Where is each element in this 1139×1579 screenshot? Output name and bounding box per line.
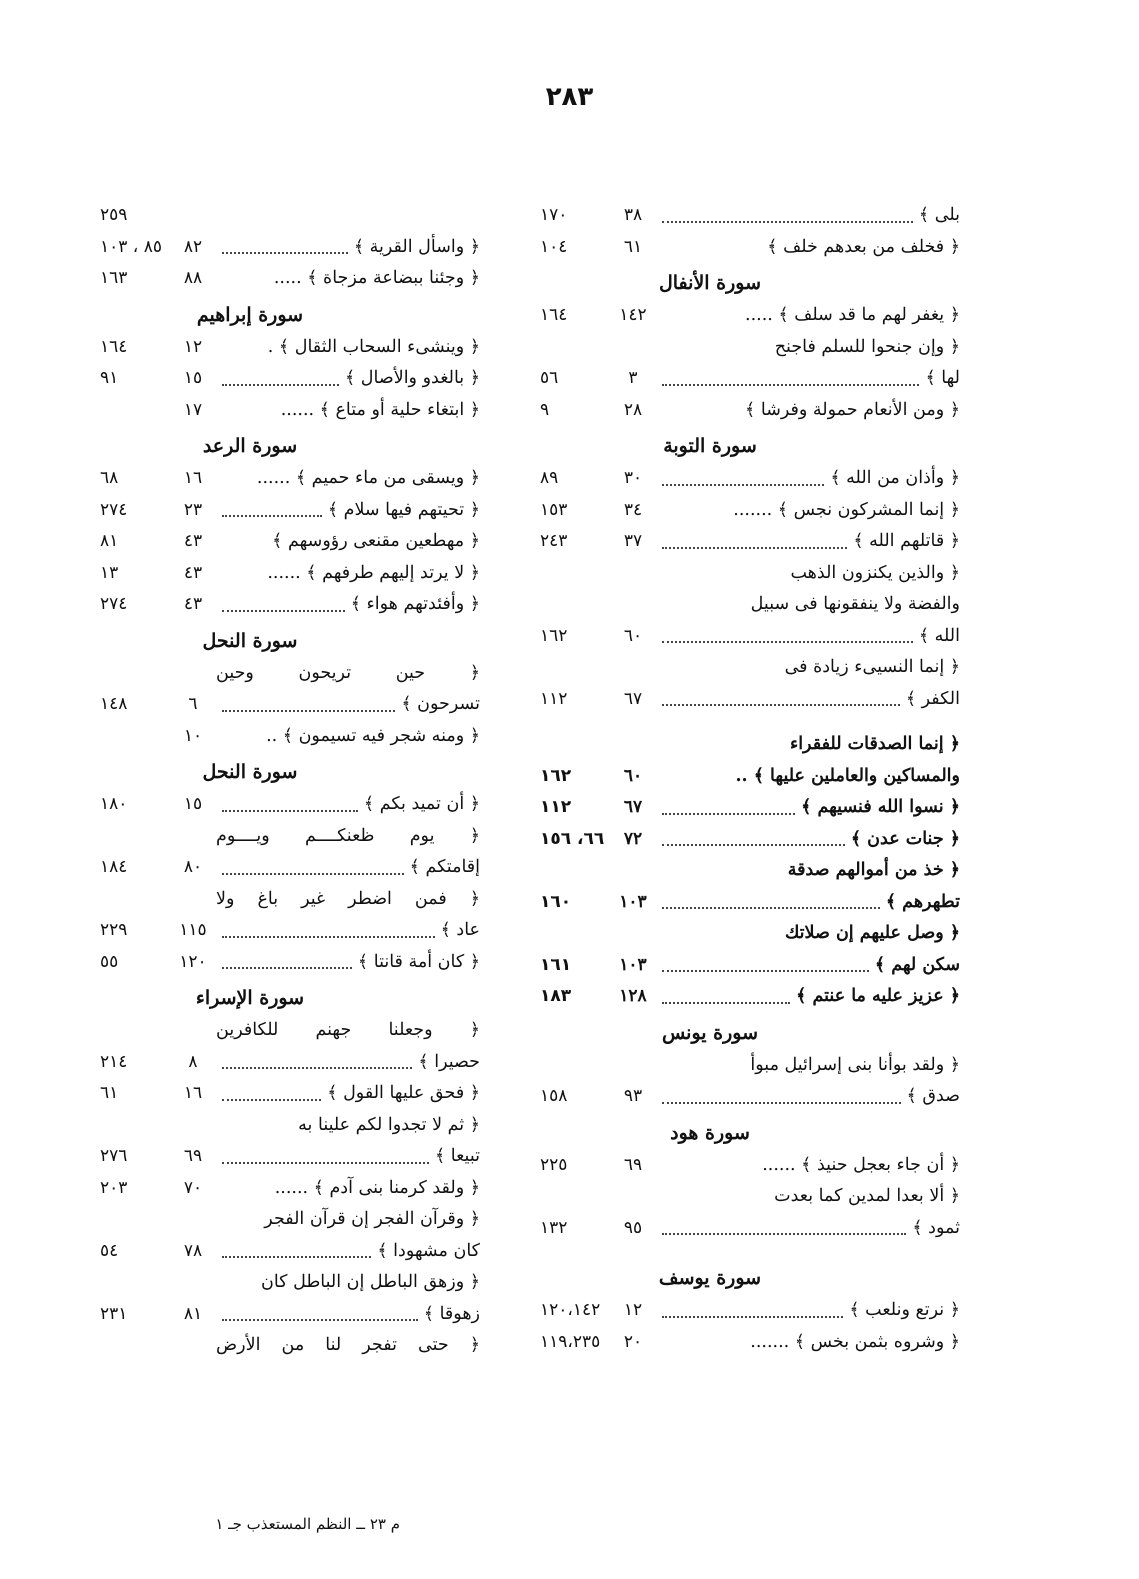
index-entry [100,200,480,232]
dot-leader [662,221,913,223]
verse-number: ٨٨ [183,268,203,288]
verse-text: تطهرهم ﴾ [885,891,960,912]
surah-heading: سورة التوبة [663,435,757,457]
verse-text: ﴿ ومن الأنعام حمولة وفرشا ﴾ [745,399,960,420]
verse-text: ﴿ جنات عدن ﴾ [850,828,960,849]
page-reference: ٨٩ [540,468,559,488]
index-entry [540,918,960,950]
verse-text: ﴿ وجئنا ببضاعة مزجاة ﴾ ..... [273,268,480,288]
dot-leader [222,515,322,517]
page-number: ٢٨٣ [545,82,594,112]
index-entry [540,652,960,684]
page-reference: ١٣ [100,562,119,583]
verse-number: ١٦ [183,468,203,488]
verse-text: عاد ﴾ [440,920,480,940]
verse-number: ٦٧ [623,688,643,709]
verse-text: ﴿ فمن اضطر غير باغ ولا [216,888,480,909]
index-entry [540,1150,960,1182]
dot-leader [662,813,795,815]
verse-number: ٧٢ [623,828,643,849]
index-entry [540,463,960,495]
index-entry [100,721,480,753]
verse-number: ٦٩ [623,1154,643,1175]
dot-leader [222,710,395,712]
page-reference: ٩ [540,399,550,420]
dot-leader [662,907,880,909]
page-reference: ٢١٤ [100,1051,128,1072]
verse-text: ﴿ قاتلهم الله ﴾ [853,531,960,551]
index-entry [540,363,960,395]
index-entry [540,1295,960,1327]
index-entry [540,1050,960,1082]
index-entry [100,1047,480,1079]
dot-leader [662,1002,790,1004]
index-entry [100,915,480,947]
index-entry [100,852,480,884]
index-entry [540,558,960,590]
index-entry [100,947,480,979]
index-entry [100,589,480,621]
dot-leader [222,1067,412,1069]
verse-text: ﴿ وشروه بثمن بخس ﴾ ....... [750,1331,960,1352]
index-entry [540,621,960,653]
verse-text: ﴿ ومنه شجر فيه تسيمون ﴾ .. [266,725,480,746]
page-reference: ٨١ [100,531,119,551]
verse-text: ﴿ إنما النسيىء زيادة فى [784,657,960,677]
verse-text: ﴿ ثم لا تجدوا لكم علينا به [298,1114,480,1135]
index-entry [540,200,960,232]
dot-leader [222,384,339,386]
dot-leader [662,704,900,706]
index-column-left [100,200,480,1362]
page-reference: ١٨٤ [100,857,128,877]
verse-text: كان مشهودا ﴾ [377,1240,480,1261]
index-entry [540,300,960,332]
page-reference: ٢٢٥ [540,1154,568,1175]
page-reference: ٨٥ ، ١٠٣ [100,236,162,257]
verse-text: ﴿ عزيز عليه ما عنتم ﴾ [796,986,960,1006]
page-reference: ١٥٨ [540,1086,568,1106]
index-entry [540,589,960,621]
index-entry [100,884,480,916]
dot-leader [222,936,435,938]
index-entry [540,526,960,558]
surah-heading: سورة النحل [202,629,298,652]
surah-heading: سورة النحل [202,761,298,783]
dot-leader [222,1256,371,1258]
verse-text: ﴿ خذ من أموالهم صدقة [787,860,960,880]
dot-leader [662,384,919,386]
index-entry [100,463,480,495]
verse-text: ﴿ وأفئدتهم هواء ﴾ [350,594,480,614]
page-reference: ١٦٢ [540,625,568,646]
index-column-right [540,200,960,1358]
index-entry [540,1327,960,1359]
verse-number: ٤٣ [183,594,203,614]
page-reference: ٥٦ [540,368,559,388]
verse-number: ١٢ [623,1300,643,1320]
index-entry [540,332,960,364]
page-reference: ١٨٣ [540,986,572,1006]
index-entry [540,792,960,824]
index-entry [100,821,480,853]
verse-number: ٤٣ [183,562,203,583]
index-entry [540,1213,960,1245]
verse-number: ١٠٣ [619,954,647,975]
index-entry [540,950,960,982]
verse-number: ١٤٢ [619,305,647,325]
dot-leader [662,1102,901,1104]
verse-number: ١٢٠ [179,951,207,972]
index-entry [100,1267,480,1299]
surah-heading: سورة إبراهيم [196,303,304,326]
verse-text: الكفر ﴾ [905,688,960,709]
verse-text: ﴿ فحق عليها القول ﴾ [327,1083,480,1103]
page-reference: ١٦٣ [100,268,128,288]
verse-text: ﴿ يغفر لهم ما قد سلف ﴾ ..... [745,305,960,325]
page-reference: ٥٤ [100,1240,119,1261]
page-reference: ٢٤٣ [540,531,568,551]
verse-number: ١٢ [183,336,203,357]
index-entry [540,684,960,716]
index-entry [540,1081,960,1113]
verse-number: ٩٣ [623,1086,643,1106]
verse-number: ٦ [188,694,198,714]
verse-text: بلى ﴾ [918,205,960,225]
index-entry [100,1236,480,1268]
page-reference: ٢٠٣ [100,1177,128,1198]
page-reference: ١٦٤ [540,305,568,325]
index-entry [540,1181,960,1213]
verse-text: ﴿ وجعلنا جهنم للكافرين [216,1020,480,1040]
verse-text: لها ﴾ [925,368,960,388]
page-footer: م ٢٣ ــ النظم المستعذب جـ ١ [215,1515,400,1533]
verse-text: ﴿ والذين يكنزون الذهب [790,562,960,583]
verse-number: ١٧ [183,399,203,420]
index-entry [540,495,960,527]
dot-leader [222,967,352,969]
page-reference: ١٧٠ [540,205,568,225]
page-reference: ١١٩،٢٣٥ [540,1331,601,1352]
page-reference: ٩١ [100,368,119,388]
verse-number: ٨٠ [183,857,203,877]
index-entry [100,1078,480,1110]
page-reference: ١٦٤ [100,336,128,357]
page-reference: ٢٧٤ [100,594,128,614]
verse-text: ﴿ ابتغاء حلية أو متاع ﴾ ...... [280,399,480,420]
verse-text: ﴿ إنما المشركون نجس ﴾ ....... [733,499,960,520]
verse-text: تسرحون ﴾ [401,694,480,714]
index-entry [100,1330,480,1362]
index-entry [540,232,960,264]
dot-leader [222,1099,321,1101]
verse-text: والمساكين والعاملين عليها ﴾ .. [735,765,960,786]
page-reference: ١٥٣ [540,499,568,520]
verse-text: سكن لهم ﴾ [874,954,960,975]
page-reference: ١٦٠ [540,891,572,912]
verse-text: ﴿ وقرآن الفجر إن قرآن الفجر [264,1209,480,1229]
verse-text: ﴿ فخلف من بعدهم خلف ﴾ [767,236,960,257]
index-entry [100,658,480,690]
page-reference: ١٠٤ [540,236,568,257]
verse-text: ﴿ ولقد بوأنا بنى إسرائيل مبوأ [750,1054,960,1075]
page-reference: ٢٢٩ [100,920,128,940]
verse-text: ﴿ لا يرتد إليهم طرفهم ﴾ ...... [267,562,480,583]
index-entry [540,729,960,761]
dot-leader [662,1316,843,1318]
verse-number: ٢٠ [623,1331,643,1352]
index-entry [100,232,480,264]
surah-heading: سورة يونس [661,1021,759,1044]
page-reference: ١٢٠،١٤٢ [540,1300,601,1320]
index-entry [100,789,480,821]
verse-text: ﴿ وأذان من الله ﴾ [830,468,960,488]
index-entry [100,689,480,721]
page-reference: ١٤٨ [100,694,128,714]
verse-text: ﴿ وينشىء السحاب الثقال ﴾ . [267,336,480,357]
surah-heading: سورة يوسف [658,1267,762,1289]
index-entry [100,558,480,590]
index-entry [100,526,480,558]
verse-text: ﴿ أن تميد بكم ﴾ [363,794,480,814]
verse-number: ٢٨ [623,399,643,420]
verse-text: ﴿ أن جاء بعجل حنيذ ﴾ ...... [762,1154,960,1175]
section-gap [540,715,960,729]
verse-number: ٣٠ [623,468,643,488]
verse-text: ﴿ حتى تفجر لنا من الأرض [216,1335,480,1355]
dot-leader [662,970,869,972]
index-entry [100,1204,480,1236]
page-reference: ٦١ [100,1083,119,1103]
verse-text: ﴿ ولقد كرمنا بنى آدم ﴾ ...... [274,1177,480,1198]
dot-leader [662,844,845,846]
dot-leader [222,610,345,612]
verse-number: ١٥ [183,368,203,388]
verse-number: ٣ [628,368,638,388]
verse-text: الله ﴾ [918,625,960,646]
index-entry [100,395,480,427]
page-reference: ١٦٢ [540,765,572,786]
verse-number: ٩٥ [623,1217,643,1238]
verse-number: ٤٣ [183,531,203,551]
verse-text: ﴿ وصل عليهم إن صلاتك [784,923,960,943]
dot-leader [662,547,847,549]
verse-text: صدق ﴾ [906,1086,960,1106]
index-entry [100,363,480,395]
verse-number: ١٦ [183,1083,203,1103]
verse-number: ٦٠ [623,625,643,646]
verse-number: ٣٧ [623,531,643,551]
dot-leader [662,641,913,643]
section-gap [540,1244,960,1258]
verse-text: ﴿ واسأل القرية ﴾ [353,236,480,257]
verse-number: ١٥ [183,794,203,814]
page-reference: ٦٨ [100,468,119,488]
page-reference: ١٨٠ [100,794,128,814]
verse-number: ١١٥ [179,920,207,940]
verse-number: ٧٨ [183,1240,203,1261]
index-entry [540,824,960,856]
page-reference: ٢٧٤ [100,499,128,520]
verse-text: والفضة ولا ينفقونها فى سبيل [750,594,960,614]
verse-number: ٨٢ [183,236,203,257]
dot-leader [222,810,358,812]
verse-number: ٣٤ [623,499,643,520]
verse-text: ﴿ حين تريحون وحين [216,662,480,683]
verse-text: ﴿ وإن جنحوا للسلم فاجنح [774,336,960,357]
index-entry [540,761,960,793]
verse-text: حصيرا ﴾ [418,1051,480,1072]
verse-text: ﴿ كان أمة قانتا ﴾ [357,951,480,972]
verse-text: ﴿ ويسقى من ماء حميم ﴾ ...... [256,468,480,488]
index-entry [100,1141,480,1173]
verse-text: ﴿ نسوا الله فنسيهم ﴾ [801,797,960,817]
surah-heading: سورة الأنفال [658,272,762,294]
index-entry [540,395,960,427]
index-entry [100,332,480,364]
verse-number: ١٠ [183,725,203,746]
verse-number: ٦٩ [183,1146,203,1166]
page-reference: ١٦١ [540,954,572,975]
verse-text: ثمود ﴾ [912,1217,960,1238]
dot-leader [222,252,348,254]
verse-number: ٨١ [183,1303,203,1324]
verse-text: زهوقا ﴾ [423,1303,480,1324]
index-entry [100,1110,480,1142]
index-entry [540,887,960,919]
page-reference: ٥٥ [100,951,119,972]
page-reference: ٦٦، ١٥٦ [540,828,605,849]
verse-number: ٦٧ [623,797,643,817]
verse-number: ٢٣ [183,499,203,520]
verse-number: ٨ [188,1051,198,1072]
index-entry [540,981,960,1013]
dot-leader [222,873,404,875]
verse-number: ٣٨ [623,205,643,225]
verse-number: ٦٠ [623,765,643,786]
dot-leader [662,1233,906,1235]
verse-text: ﴿ إنما الصدقات للفقراء [789,734,960,754]
index-entry [100,1299,480,1331]
page-reference: ١٣٢ [540,1217,568,1238]
verse-text: ﴿ نرتع ونلعب ﴾ [849,1300,960,1320]
verse-number: ١٠٣ [619,891,647,912]
dot-leader [662,484,824,486]
index-entry [100,1015,480,1047]
page-reference: ٢٣١ [100,1303,128,1324]
verse-text: ﴿ يوم ظعنكــــم ويــــوم [216,825,480,846]
dot-leader [222,1319,418,1321]
page-reference: ١١٢ [540,688,568,709]
index-entry [100,495,480,527]
verse-number: ٦١ [623,236,643,257]
dot-leader [222,1162,429,1164]
page-reference: ٢٧٦ [100,1146,128,1166]
verse-text: ﴿ مهطعين مقنعى رؤوسهم ﴾ [272,531,480,551]
verse-text: ﴿ وزهق الباطل إن الباطل كان [261,1272,480,1292]
surah-heading: سورة هود [670,1121,750,1144]
index-entry [100,1173,480,1205]
page-reference: ١١٢ [540,797,572,817]
page-reference: ٢٥٩ [100,205,128,225]
surah-heading: سورة الإسراء [195,987,305,1009]
verse-text: ﴿ بالغدو والأصال ﴾ [344,368,480,388]
verse-text: تبيعا ﴾ [434,1146,480,1166]
index-entry [100,263,480,295]
verse-number: ١٢٨ [619,986,647,1006]
index-entry [540,855,960,887]
verse-text: ﴿ تحيتهم فيها سلام ﴾ [327,499,480,520]
verse-number: ٧٠ [183,1177,203,1198]
verse-text: ﴿ ألا بعدا لمدين كما بعدت [774,1186,960,1206]
verse-text: إقامتكم ﴾ [409,857,480,877]
surah-heading: سورة الرعد [202,435,298,457]
